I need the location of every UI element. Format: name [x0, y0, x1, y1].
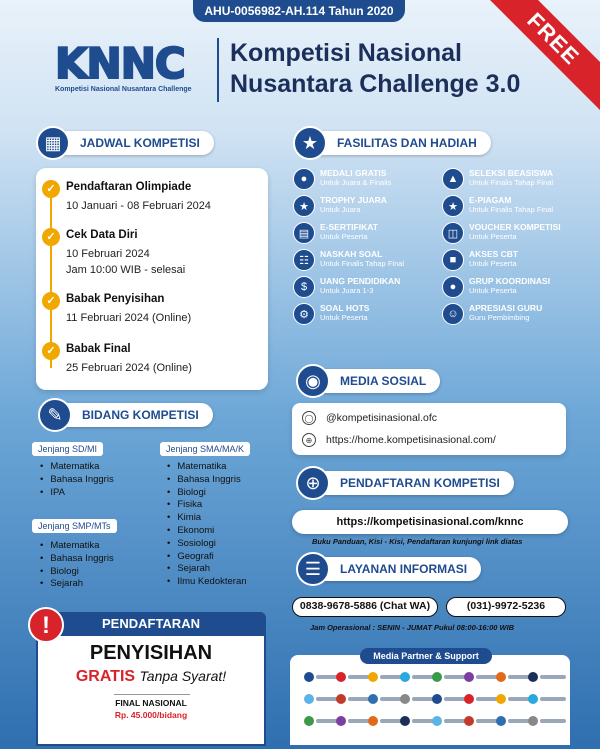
timeline-date: 10 Februari 2024 — [66, 248, 150, 260]
partner-logo-mark — [432, 672, 442, 682]
check-icon: ✓ — [42, 180, 60, 198]
fasilitas-text — [469, 276, 550, 295]
fasilitas-item — [442, 276, 592, 298]
fasilitas-item — [293, 222, 443, 244]
operating-hours: Jam Operasional : SENIN - JUMAT Pukul 08:00-16:00 WIB — [310, 623, 515, 632]
partner-logo-mark — [464, 716, 474, 726]
brain-icon: ⚙ — [293, 303, 315, 325]
list-item: • Ilmu Kedokteran — [167, 576, 247, 589]
fasilitas-item — [442, 303, 592, 325]
fasilitas-sub: Untuk Juara — [320, 205, 361, 214]
list-item: • Matematika — [167, 461, 247, 474]
layanan-heading: LAYANAN INFORMASI — [314, 557, 481, 581]
list-item: • Bahasa Inggris — [40, 553, 114, 566]
fasilitas-sub: Untuk Peserta — [469, 286, 517, 295]
check-icon: ✓ — [42, 342, 60, 360]
free-ribbon-label: FREE — [490, 0, 600, 110]
pendaftaran-kompetisi-header — [296, 470, 514, 496]
fasilitas-text — [320, 249, 404, 268]
tanpa-syarat-label: Tanpa Syarat! — [139, 668, 227, 684]
fasilitas-sub: Untuk Finalis Tahap Final — [469, 205, 554, 214]
fasilitas-title: E-PIAGAM — [469, 195, 512, 205]
media-sosial-heading: MEDIA SOSIAL — [314, 369, 440, 393]
smp-heading: Jenjang SMP/MTs — [32, 519, 117, 533]
jadwal-heading: JADWAL KOMPETISI — [54, 131, 214, 155]
timeline-title: Cek Data Diri — [66, 229, 138, 241]
fasilitas-sub: Untuk Finalis Tahap Final — [469, 178, 554, 187]
instagram-row[interactable] — [302, 411, 437, 425]
media-partner-heading: Media Partner & Support — [360, 648, 492, 664]
partner-logo-text — [540, 675, 566, 679]
fasilitas-title: MEDALI GRATIS — [320, 168, 387, 178]
divider — [114, 694, 190, 695]
fasilitas-text — [469, 195, 553, 214]
fasilitas-sub: Untuk Peserta — [320, 313, 368, 322]
fasilitas-header — [293, 130, 491, 156]
calendar-icon: ▦ — [36, 126, 70, 160]
timeline-time: Jam 10:00 WIB - selesai — [66, 264, 186, 276]
fasilitas-item — [293, 303, 443, 325]
partner-logo-mark — [432, 716, 442, 726]
partner-logo-mark — [368, 716, 378, 726]
partner-logo-mark — [496, 694, 506, 704]
check-icon: ✓ — [42, 292, 60, 310]
pendaftaran-kompetisi-heading: PENDAFTARAN KOMPETISI — [314, 471, 514, 495]
trophy-icon: ★ — [293, 126, 327, 160]
fasilitas-item — [442, 195, 592, 217]
partner-logo — [528, 716, 566, 726]
logo-subtitle: Kompetisi Nasional Nusantara Challenge — [55, 86, 192, 93]
bidang-header — [38, 402, 213, 428]
media-sosial-header — [296, 368, 440, 394]
title-line-1: Kompetisi Nasional — [230, 39, 462, 67]
bidang-heading: BIDANG KOMPETISI — [56, 403, 213, 427]
fasilitas-text — [320, 276, 400, 295]
fasilitas-item — [442, 249, 592, 271]
fasilitas-title: UANG PENDIDIKAN — [320, 276, 401, 286]
fasilitas-title: E-SERTIFIKAT — [320, 222, 378, 232]
fasilitas-item — [442, 168, 592, 190]
timeline-title: Babak Penyisihan — [66, 293, 165, 305]
website-row[interactable] — [302, 433, 496, 447]
partner-logo-mark — [336, 672, 346, 682]
partner-logo — [528, 672, 566, 682]
fasilitas-sub: Guru Pembimbing — [469, 313, 530, 322]
fasilitas-text — [320, 195, 387, 214]
globe-icon: ⊕ — [296, 466, 330, 500]
title-line-2: Nusantara Challenge 3.0 — [230, 70, 521, 98]
partner-logo — [528, 694, 566, 704]
list-item: • IPA — [40, 487, 114, 500]
certificate-icon: ▤ — [293, 222, 315, 244]
trophy-icon: ★ — [293, 195, 315, 217]
pendaftaran-box — [36, 636, 266, 746]
fasilitas-item — [293, 276, 443, 298]
money-icon: $ — [293, 276, 315, 298]
timeline-date: 25 Februari 2024 (Online) — [66, 362, 192, 374]
gratis-line — [38, 668, 264, 686]
partner-logo-mark — [496, 716, 506, 726]
partner-logo-mark — [464, 694, 474, 704]
fasilitas-text — [469, 303, 542, 322]
list-item: • Sosiologi — [167, 538, 247, 551]
fasilitas-title: SOAL HOTS — [320, 303, 370, 313]
fasilitas-title: SELEKSI BEASISWA — [469, 168, 554, 178]
voucher-icon: ◫ — [442, 222, 464, 244]
timeline-title: Pendaftaran Olimpiade — [66, 181, 192, 193]
list-item: • Matematika — [40, 540, 114, 553]
registration-note: Buku Panduan, Kisi - Kisi, Pendaftaran kunjungi link diatas — [312, 537, 523, 546]
list-item: • Fisika — [167, 499, 247, 512]
timeline-date: 10 Januari - 08 Februari 2024 — [66, 200, 211, 212]
fasilitas-title: GRUP KOORDINASI — [469, 276, 551, 286]
list-item: • Bahasa Inggris — [167, 474, 247, 487]
fasilitas-text — [320, 303, 369, 322]
lock-icon: ■ — [442, 249, 464, 271]
group-icon: ● — [442, 276, 464, 298]
list-item: • Kimia — [167, 512, 247, 525]
fasilitas-title: APRESIASI GURU — [469, 303, 543, 313]
partner-logo-mark — [368, 694, 378, 704]
jadwal-card — [36, 168, 268, 390]
list-item: • Biologi — [167, 487, 247, 500]
final-price: Rp. 45.000/bidang — [114, 710, 188, 720]
list-item: • Sejarah — [167, 563, 247, 576]
award-icon: ★ — [442, 195, 464, 217]
fasilitas-item — [442, 222, 592, 244]
partner-logo-mark — [528, 672, 538, 682]
logo-text: KNNC — [55, 42, 205, 86]
fasilitas-item — [293, 168, 443, 190]
chat-icon: ☰ — [296, 552, 330, 586]
fasilitas-title: VOUCHER KOMPETISI — [469, 222, 561, 232]
instagram-handle[interactable]: @kompetisinasional.ofc — [326, 412, 438, 424]
fasilitas-title: NASKAH SOAL — [320, 249, 383, 259]
fasilitas-sub: Untuk Peserta — [320, 232, 368, 241]
document-icon: ☷ — [293, 249, 315, 271]
fasilitas-text — [320, 222, 378, 241]
website-link[interactable]: https://home.kompetisinasional.com/ — [326, 434, 496, 446]
layanan-header — [296, 556, 481, 582]
check-icon: ✓ — [42, 228, 60, 246]
sd-list — [40, 461, 114, 499]
whatsapp-phone[interactable]: 0838-9678-5886 (Chat WA) — [292, 597, 438, 617]
list-item: • Matematika — [40, 461, 114, 474]
fasilitas-title: TROPHY JUARA — [320, 195, 387, 205]
penyisihan-label: PENYISIHAN — [89, 642, 213, 664]
jadwal-header — [36, 130, 214, 156]
alert-icon: ! — [28, 607, 64, 643]
fasilitas-item — [293, 195, 443, 217]
partner-logo-mark — [368, 672, 378, 682]
fasilitas-text — [469, 249, 518, 268]
fasilitas-text — [469, 222, 561, 241]
fasilitas-heading: FASILITAS DAN HADIAH — [311, 131, 491, 155]
list-item: • Biologi — [40, 566, 114, 579]
partner-logo-text — [540, 697, 566, 701]
timeline-title: Babak Final — [66, 343, 131, 355]
gratis-label: GRATIS — [75, 668, 136, 685]
partner-logo-mark — [336, 694, 346, 704]
fasilitas-title: AKSES CBT — [469, 249, 519, 259]
list-item: • Bahasa Inggris — [40, 474, 114, 487]
partner-logo-mark — [528, 694, 538, 704]
partner-logo-mark — [528, 716, 538, 726]
smp-list — [40, 540, 114, 591]
logo-divider — [217, 38, 219, 102]
partner-logo-mark — [304, 716, 314, 726]
partner-logo-mark — [304, 694, 314, 704]
timeline-date: 11 Februari 2024 (Online) — [66, 312, 192, 324]
partner-logo-text — [540, 719, 566, 723]
graduation-cap-icon: ▲ — [442, 168, 464, 190]
fasilitas-item — [293, 249, 443, 271]
fasilitas-sub: Untuk Juara & Finalis — [320, 178, 392, 187]
partner-logo-mark — [432, 694, 442, 704]
office-phone[interactable]: (031)-9972-5236 — [446, 597, 566, 617]
sma-list — [167, 461, 247, 589]
partner-logo-mark — [496, 672, 506, 682]
fasilitas-text — [469, 168, 553, 187]
teacher-icon: ☺ — [442, 303, 464, 325]
knnc-logo — [55, 39, 205, 100]
globe-icon: ⊕ — [302, 433, 316, 447]
book-icon: ✎ — [38, 398, 72, 432]
social-media-icon: ◉ — [296, 364, 330, 398]
page-title — [230, 38, 570, 100]
list-item: • Sejarah — [40, 578, 114, 591]
partner-logo-mark — [400, 716, 410, 726]
partner-logo-mark — [464, 672, 474, 682]
partner-logo-mark — [304, 672, 314, 682]
medal-icon: ● — [293, 168, 315, 190]
fasilitas-sub: Untuk Peserta — [469, 259, 517, 268]
fasilitas-text — [320, 168, 391, 187]
list-item: • Ekonomi — [167, 525, 247, 538]
registration-badge: AHU-0056982-AH.114 Tahun 2020 — [193, 0, 405, 22]
partner-logo-mark — [336, 716, 346, 726]
sd-heading: Jenjang SD/MI — [32, 442, 103, 456]
pendaftaran-heading: PENDAFTARAN — [36, 612, 266, 636]
media-sosial-card — [292, 403, 566, 455]
final-nasional-label: FINAL NASIONAL — [115, 698, 187, 708]
fasilitas-sub: Untuk Peserta — [469, 232, 517, 241]
partner-logo-mark — [400, 672, 410, 682]
fasilitas-sub: Untuk Finalis Tahap Final — [320, 259, 405, 268]
partner-logo-mark — [400, 694, 410, 704]
instagram-icon: ◯ — [302, 411, 316, 425]
list-item: • Geografi — [167, 551, 247, 564]
fasilitas-sub: Untuk Juara 1-3 — [320, 286, 374, 295]
sma-heading: Jenjang SMA/MA/K — [160, 442, 250, 456]
registration-url-link[interactable]: https://kompetisinasional.com/knnc — [292, 510, 568, 534]
timeline-line — [50, 188, 52, 368]
